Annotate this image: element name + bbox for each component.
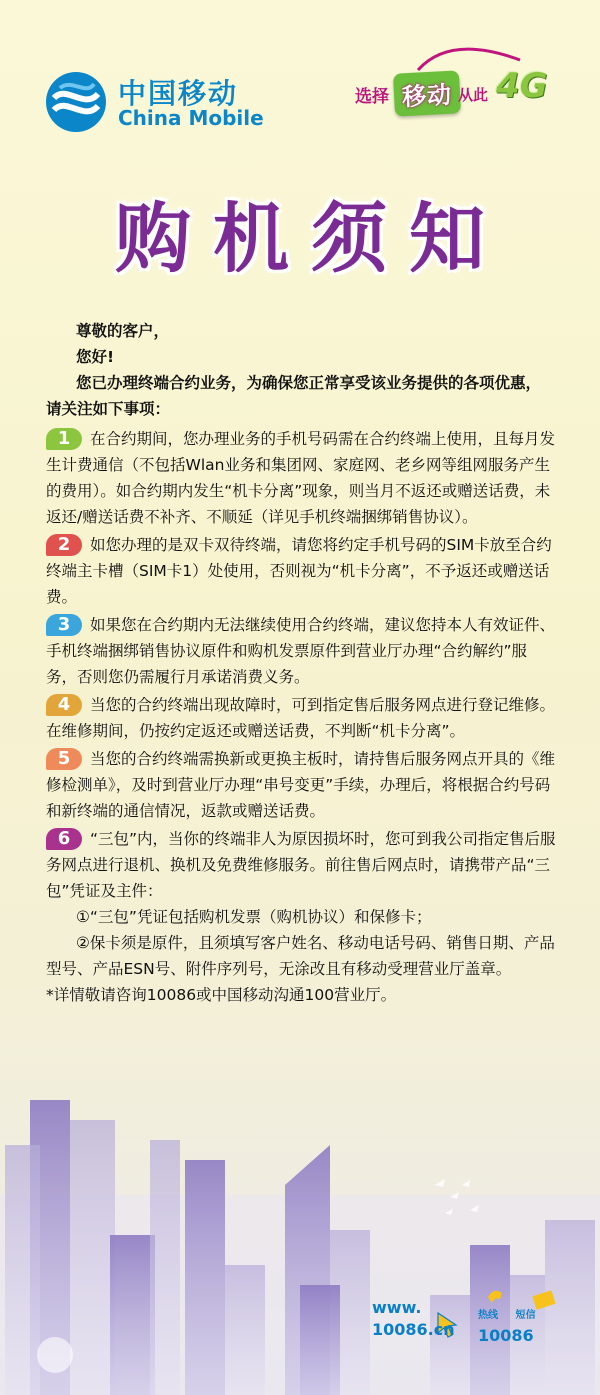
slogan-part1: 选择: [355, 87, 389, 107]
number-badge: 1: [46, 428, 82, 450]
list-item: [46, 612, 556, 690]
web-line-2: 10086.cn: [372, 1320, 455, 1339]
number-badge: 2: [46, 534, 82, 556]
slogan-4g-text: 4G: [496, 66, 548, 106]
header: [0, 0, 600, 160]
brand-name-cn: 中国移动: [118, 77, 239, 110]
number-badge: 6: [46, 828, 82, 850]
slogan-4g: [350, 40, 570, 120]
list-item: [46, 426, 556, 530]
number-badge: 5: [46, 748, 82, 770]
item-text: 在合约期间，您办理业务的手机号码需在合约终端上使用，且每月发生计费通信（不包括Wlan业务和集团网、家庭网、老乡网等组网服务产生的费用）。如合约期内发生“机卡分离”现象，则当月不返还或赠送话费，未返还/赠送话费不补齐、不顺延（详见手机终端捆绑销售协议）。: [46, 430, 556, 526]
hotline-number: 10086: [478, 1326, 534, 1345]
list-item: [46, 532, 556, 610]
notice-body: [46, 318, 556, 1008]
item-text: 当您的合约终端需换新或更换主板时，请持售后服务网点开具的《维修检测单》，及时到营业厅办理“串号变更”手续，办理后，将根据合约号码和新终端的通信情况，返款或赠送话费。: [46, 750, 556, 820]
number-badge: 4: [46, 694, 82, 716]
hello: 您好!: [76, 348, 115, 366]
hotline-label: 热线: [478, 1310, 498, 1321]
sub-item-2: ②保卡须是原件，且须填写客户姓名、移动电话号码、销售日期、产品型号、产品ESN号、附件序列号，无涂改且有移动受理营业厅盖章。: [46, 934, 555, 978]
intro-text: 您已办理终端合约业务，为确保您正常享受该业务提供的各项优惠，请关注如下事项：: [46, 374, 542, 418]
city-skyline-illustration: [0, 1085, 600, 1395]
list-item: [46, 692, 556, 744]
slogan-badge: [393, 70, 461, 116]
page-title: 购机须知: [115, 194, 507, 283]
item-text: 如您办理的是双卡双待终端，请您将约定手机号码的SIM卡放至合约终端主卡槽（SIM卡1）处使用，否则视为“机卡分离”，不予返还或赠送话费。: [46, 536, 552, 606]
list-item: [46, 826, 556, 904]
list-item: [46, 746, 556, 824]
item-text: 当您的合约终端出现故障时，可到指定售后服务网点进行登记维修。在维修期间，仍按约定返还或赠送话费，不判断“机卡分离”。: [46, 696, 556, 740]
footnote: *详情敬请咨询10086或中国移动沟通100营业厅。: [46, 986, 397, 1004]
web-line-1: www.: [372, 1298, 422, 1317]
item-text: “三包”内，当你的终端非人为原因损坏时，您可到我公司指定售后服务网点进行退机、换机及免费维修服务。前往售后网点时，请携带产品“三包”凭证及主件：: [46, 830, 556, 900]
brand-name-en: China Mobile: [118, 106, 264, 130]
china-mobile-logo-icon: [44, 70, 108, 134]
greeting: 尊敬的客户，: [76, 322, 170, 340]
website-link[interactable]: [372, 1297, 455, 1341]
number-badge: 3: [46, 614, 82, 636]
slogan-part3: 从此: [458, 86, 489, 104]
item-text: 如果您在合约期内无法继续使用合约终端，建议您持本人有效证件、手机终端捆绑销售协议原件和购机发票原件到营业厅办理“合约解约”服务，否则您仍需履行月承诺消费义务。: [46, 616, 556, 686]
sms-label: 短信: [515, 1310, 536, 1321]
hotline-info: [478, 1303, 536, 1345]
sub-item-1: ①“三包”凭证包括购机发票（购机协议）和保修卡；: [76, 908, 432, 926]
slogan-part2: 移动: [401, 80, 453, 112]
